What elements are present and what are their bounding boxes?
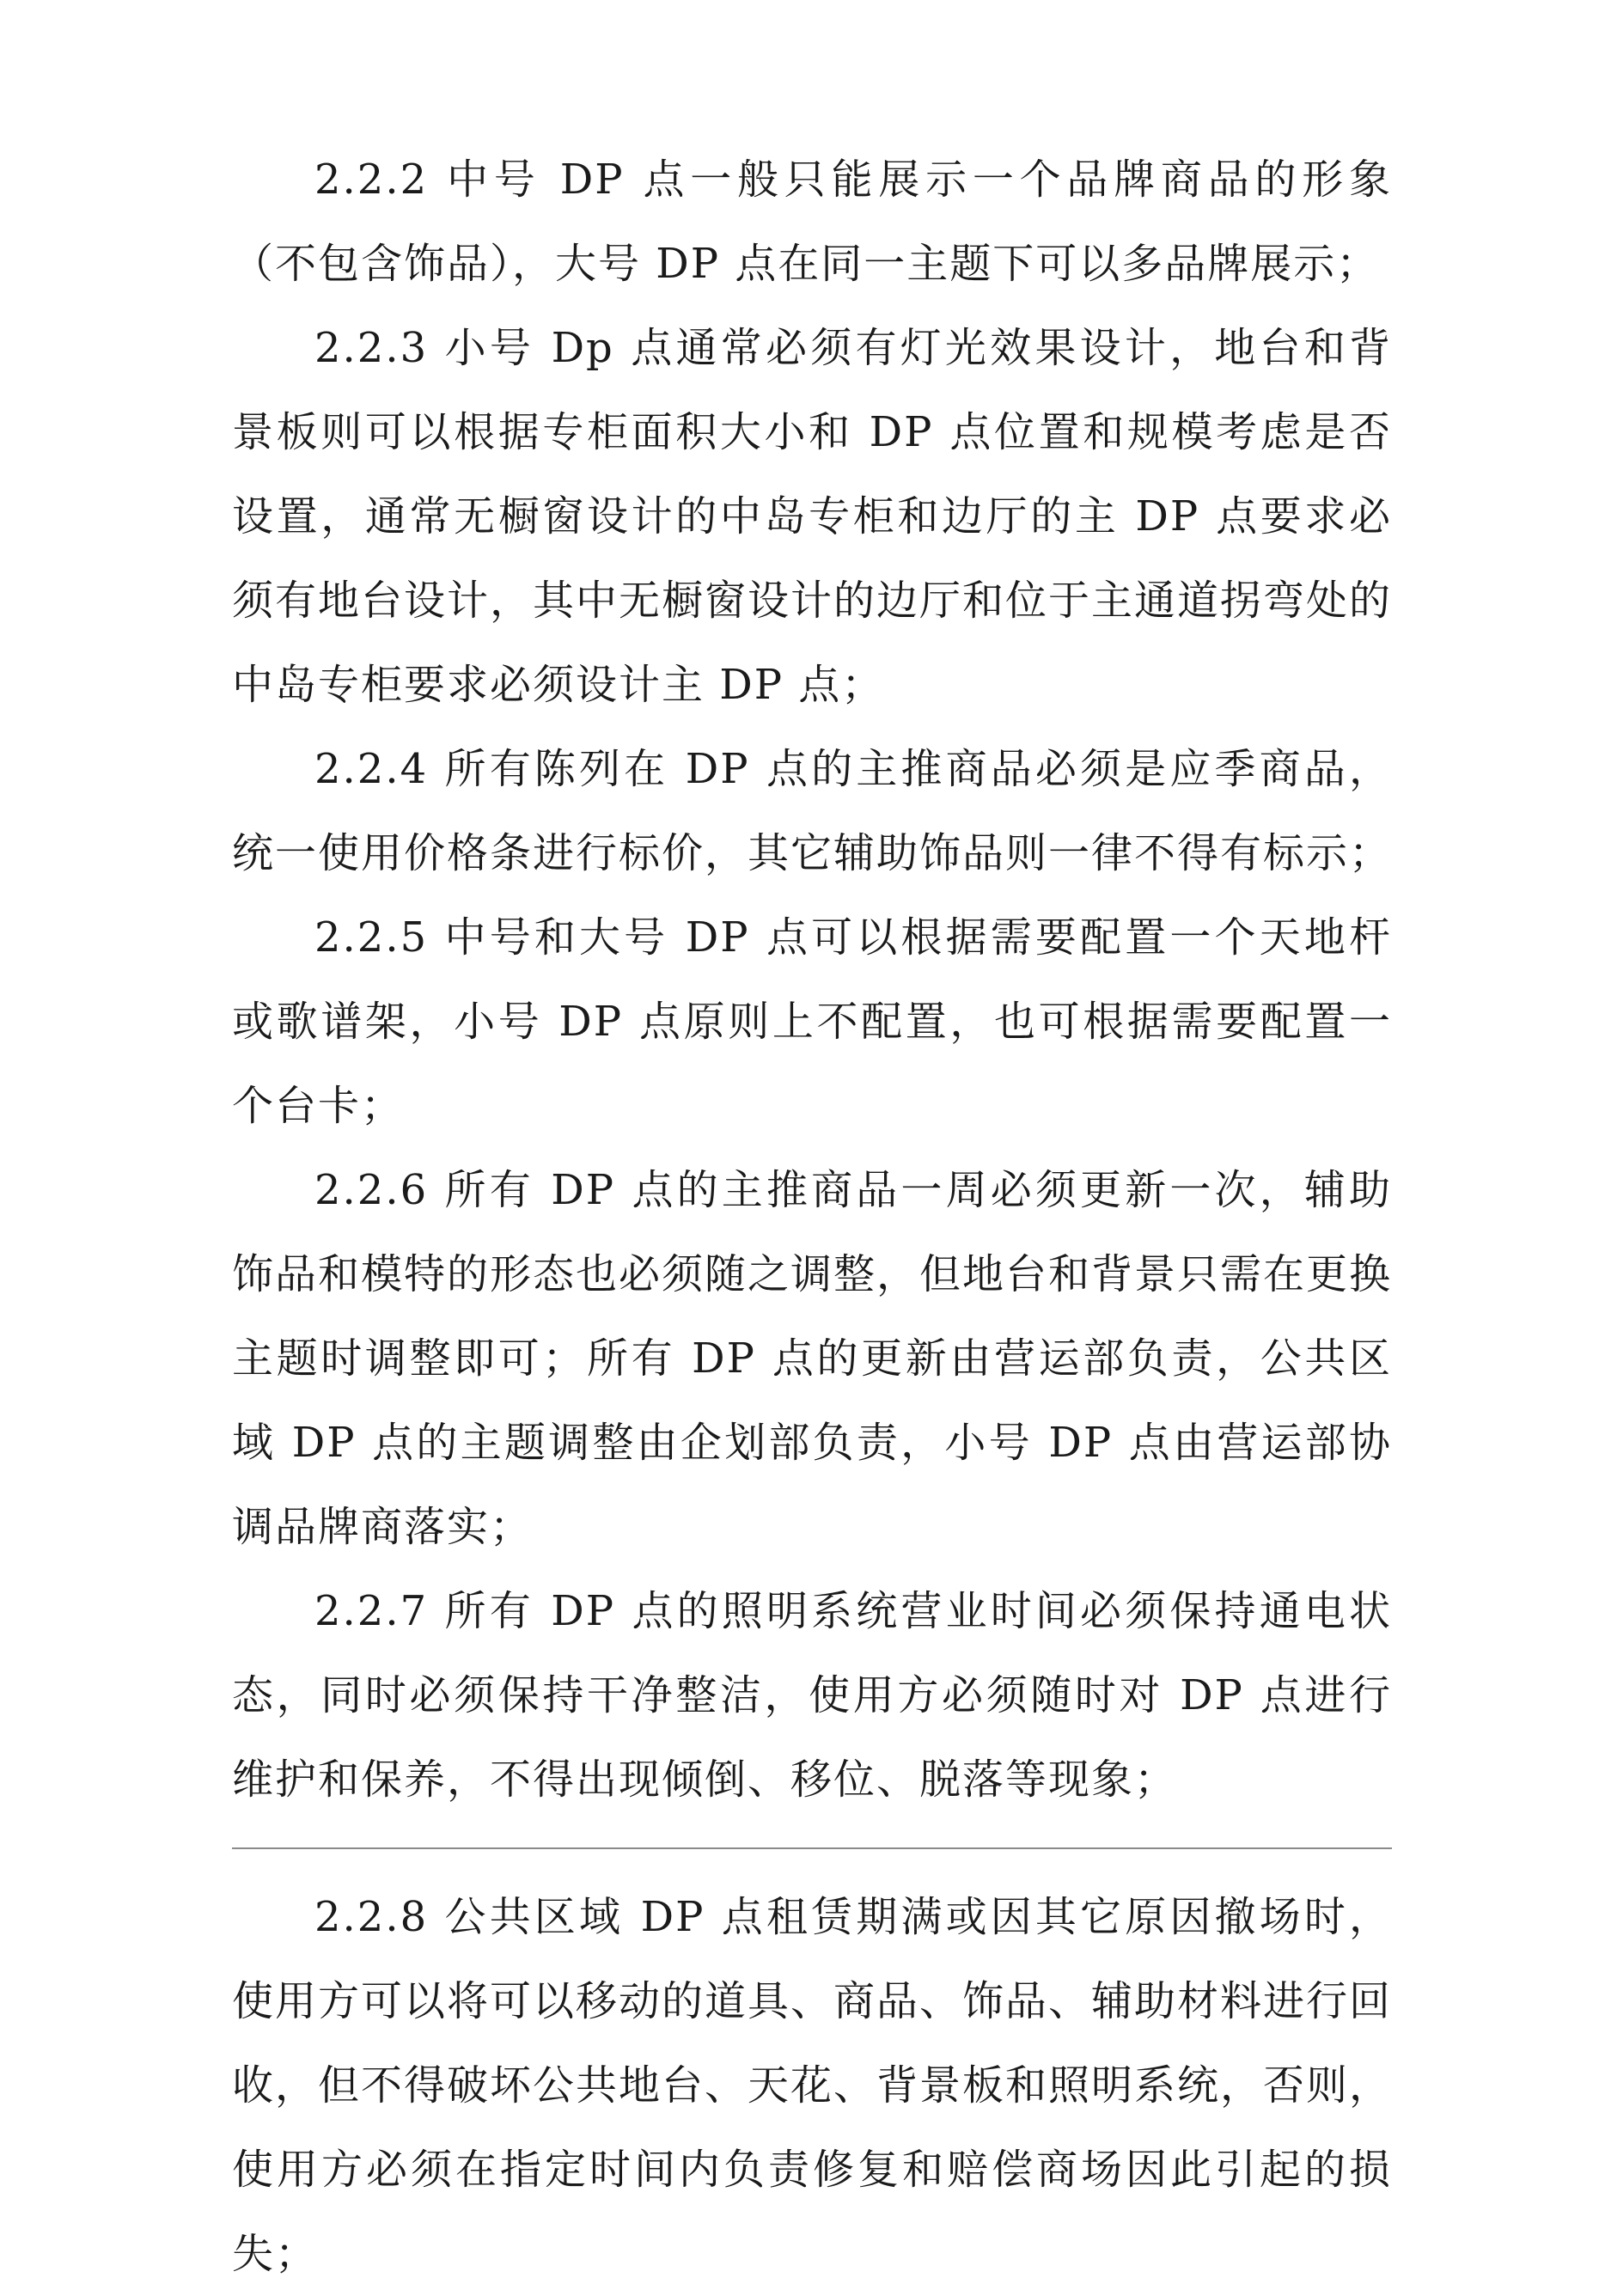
paragraph-2-2-3: 2.2.3 小号 Dp 点通常必须有灯光效果设计，地台和背景板则可以根据专柜面积大小和 DP 点位置和规模考虑是否设置，通常无橱窗设计的中岛专柜和边厅的主 DP 点要求必须有地台设计，其中无橱窗设计的边厅和位于主通道拐弯处的中岛专柜要求必须设计主 DP 点； bbox=[232, 324, 1393, 709]
document-page bbox=[232, 137, 1392, 2296]
paragraph-2-2-2: 2.2.2 中号 DP 点一般只能展示一个品牌商品的形象（不包含饰品），大号 DP 点在同一主题下可以多品牌展示； bbox=[232, 156, 1392, 288]
paragraph-2-2-6: 2.2.6 所有 DP 点的主推商品一周必须更新一次，辅助饰品和模特的形态也必须随之调整，但地台和背景只需在更换主题时调整即可；所有 DP 点的更新由营运部负责，公共区域 DP 点的主题调整由企划部负责，小号 DP 点由营运部协调品牌商落实； bbox=[232, 1166, 1393, 1551]
horizontal-rule bbox=[232, 1847, 1392, 1849]
paragraph-2-2-7: 2.2.7 所有 DP 点的照明系统营业时间必须保持通电状态，同时必须保持干净整洁，使用方必须随时对 DP 点进行维护和保养，不得出现倾倒、移位、脱落等现象； bbox=[232, 1587, 1392, 1804]
paragraph-2-2-4: 2.2.4 所有陈列在 DP 点的主推商品必须是应季商品，统一使用价格条进行标价，其它辅助饰品则一律不得有标示； bbox=[232, 745, 1393, 877]
paragraph-2-2-8: 2.2.8 公共区域 DP 点租赁期满或因其它原因撤场时，使用方可以将可以移动的道具、商品、饰品、辅助材料进行回收，但不得破坏公共地台、天花、背景板和照明系统，否则，使用方必须在指定时间内负责修复和赔偿商场因此引起的损失； bbox=[232, 1893, 1393, 2278]
paragraph-2-2-5: 2.2.5 中号和大号 DP 点可以根据需要配置一个天地杆或歌谱架，小号 DP 点原则上不配置，也可根据需要配置一个台卡； bbox=[232, 913, 1392, 1130]
